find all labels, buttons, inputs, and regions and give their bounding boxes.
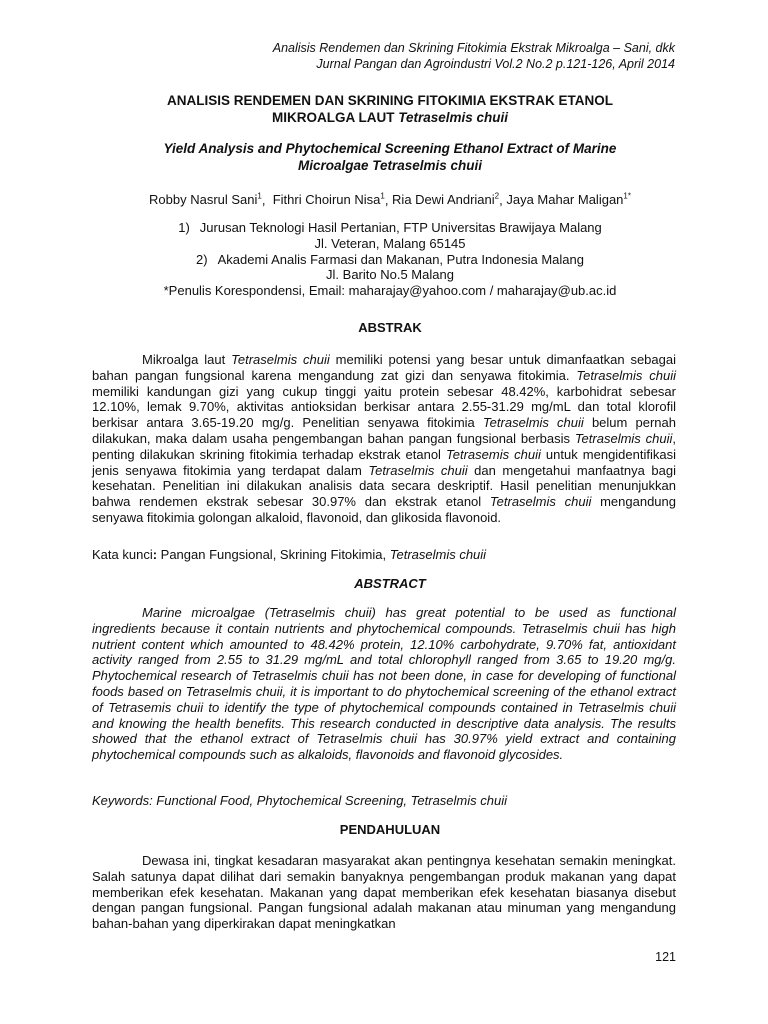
abstrak-text: belum pernah dilakukan, maka dalam usaha pengembangan bahan pangan fungsional berbasis bbox=[92, 415, 676, 446]
affiliation-2-address: Jl. Barito No.5 Malang bbox=[326, 267, 454, 283]
species-name: Tetraselmis chuii bbox=[368, 462, 468, 478]
affiliation-1-address: Jl. Veteran, Malang 65145 bbox=[314, 235, 466, 251]
author: Robby Nasrul Sani$^1$ bbox=[149, 192, 262, 208]
english-title-line-1: Yield Analysis and Phytochemical Screening Ethanol Extract of Marine bbox=[163, 141, 617, 156]
affiliation-1: 1) Jurusan Teknologi Hasil Pertanian, FTP Universitas Brawijaya Malang bbox=[178, 220, 602, 235]
header-journal-info: Jurnal Pangan dan Agroindustri Vol.2 No.2 p.121-126, April 2014 bbox=[316, 57, 675, 71]
abstrak-text: dan mengetahui manfaatnya bagi kesehatan. Penelitian ini dilakukan analisis data secara deskriptif. Hasil penelitian menunjukkan bahwa rendemen ekstrak sebesar 30.97% dan ekstrak etanol bbox=[92, 462, 676, 510]
corresponding-author: *Penulis Korespondensi, Email: maharajay@yahoo.com / maharajay@ub.ac.id bbox=[163, 283, 617, 299]
title-line-2-plain: MIKROALGA LAUT bbox=[271, 110, 399, 125]
header-article-title: Analisis Rendemen dan Skrining Fitokimia Ekstrak Mikroalga – Sani, dkk bbox=[272, 41, 675, 55]
author: Jaya Mahar Maligan$^{1*}$ bbox=[506, 192, 631, 208]
page-number: 121 bbox=[655, 950, 676, 964]
article-title bbox=[92, 92, 688, 126]
abstrak-text: mengandung senyawa fitokimia golongan alkaloid, flavonoid, dan glikosida flavonoid. bbox=[92, 494, 676, 525]
species-name: Tetraselmis chuii bbox=[489, 494, 592, 510]
species-name: Tetraselmis chuii bbox=[576, 367, 676, 383]
keywords: Keywords: Functional Food, Phytochemical Screening, Tetraselmis chuii bbox=[92, 793, 507, 808]
english-title-line-2: Microalgae Tetraselmis chuii bbox=[297, 158, 483, 173]
abstrak-text: memiliki kandungan gizi yang cukup tinggi yaitu protein sebesar 48.42%, karbohidrat sebesar 12.10%, lemak 9.70%, aktivitas antioksidan berkisar antara 2.55-31.29 mg/mL dan total klorofil berkisar antara 3.65-19.20 mg/g. Penelitian senyawa fitokimia bbox=[92, 383, 676, 431]
species-name: Tetraselmis chuii bbox=[574, 430, 673, 446]
affiliations bbox=[92, 220, 688, 299]
abstrak-paragraph bbox=[92, 352, 676, 526]
author: Fithri Choirun Nisa$^1$ bbox=[272, 192, 385, 208]
running-header bbox=[273, 40, 675, 72]
author: Ria Dewi Andriani$^2$ bbox=[392, 192, 500, 208]
author-list: Robby Nasrul Sani$^1$, Fithri Choirun Nisa$^1$, Ria Dewi Andriani$^2$, Jaya Mahar Maligan$^{1*}$ bbox=[149, 192, 631, 208]
abstrak-text: Mikroalga laut bbox=[142, 352, 232, 367]
abstrak-text: , penting dilakukan skrining fitokimia terhadap ekstrak etanol bbox=[92, 430, 676, 462]
title-line-2 bbox=[92, 109, 688, 126]
title-line-1: ANALISIS RENDEMEN DAN SKRINING FITOKIMIA EKSTRAK ETANOL bbox=[166, 93, 613, 108]
abstract-paragraph: Marine microalgae (Tetraselmis chuii) has great potential to be used as functional ingredients because it contain nutrients and phytochemical compounds. Tetraselmis chuii has high nutrient content which amounted to 48.42% protein, 12.10% carbohydrate, 9.70% fat, antioxidant activity ranged from 2.55 to 31.29 mg/mL and total chlorophyll ranged from 3.65 to 19.20 mg/g. Phytochemical research of Tetraselmis chuii has not been done, in case for developing of functional foods based on Tetraselmis chuii, it is important to do phytochemical screening of the ethanol extract of Tetrasemis chuii to identify the type of phytochemical compounds contained in Tetraselmis chuii and knowing the health benefits. This research conducted in descriptive data analysis. The results showed that the ethanol extract of Tetraselmis chuii has 30.97% yield extract and containing phytochemical compounds such as alkaloids, flavonoids and flavonoid glycosides. bbox=[92, 605, 676, 763]
species-name: Tetraselmis chuii bbox=[482, 415, 584, 431]
kata-kunci: Kata kunci: Pangan Fungsional, Skrining Fitokimia, Tetraselmis chuii bbox=[92, 547, 487, 562]
pendahuluan-heading: PENDAHULUAN bbox=[339, 822, 441, 837]
pendahuluan-paragraph: Dewasa ini, tingkat kesadaran masyarakat akan pentingnya kesehatan semakin meningkat. Salah satunya dapat dilihat dari semakin banyaknya pengembangan produk makanan yang dapat memberikan efek kesehatan. Makanan yang dapat memberikan efek kesehatan biasanya disebut dengan pangan fungsional. Pangan fungsional adalah makanan atau minuman yang mengandung bahan-bahan yang diperkirakan dapat meningkatkan bbox=[92, 853, 676, 932]
abstrak-text: memiliki potensi yang besar untuk dimanfaatkan sebagai bahan pangan fungsional karena mengandung zat gizi dan senyawa fitokimia. bbox=[92, 352, 676, 383]
abstract-heading: ABSTRACT bbox=[354, 576, 426, 591]
english-title bbox=[92, 140, 688, 174]
affiliation-2: 2) Akademi Analis Farmasi dan Makanan, Putra Indonesia Malang bbox=[196, 251, 584, 267]
abstrak-heading: ABSTRAK bbox=[358, 320, 422, 335]
title-species: Tetraselmis chuii bbox=[398, 110, 509, 125]
species-name: Tetraselmis chuii bbox=[231, 352, 330, 367]
species-name: Tetrasemis chuii bbox=[446, 446, 541, 462]
abstrak-text: untuk mengidentifikasi jenis senyawa fitokimia yang terdapat dalam bbox=[92, 446, 676, 478]
